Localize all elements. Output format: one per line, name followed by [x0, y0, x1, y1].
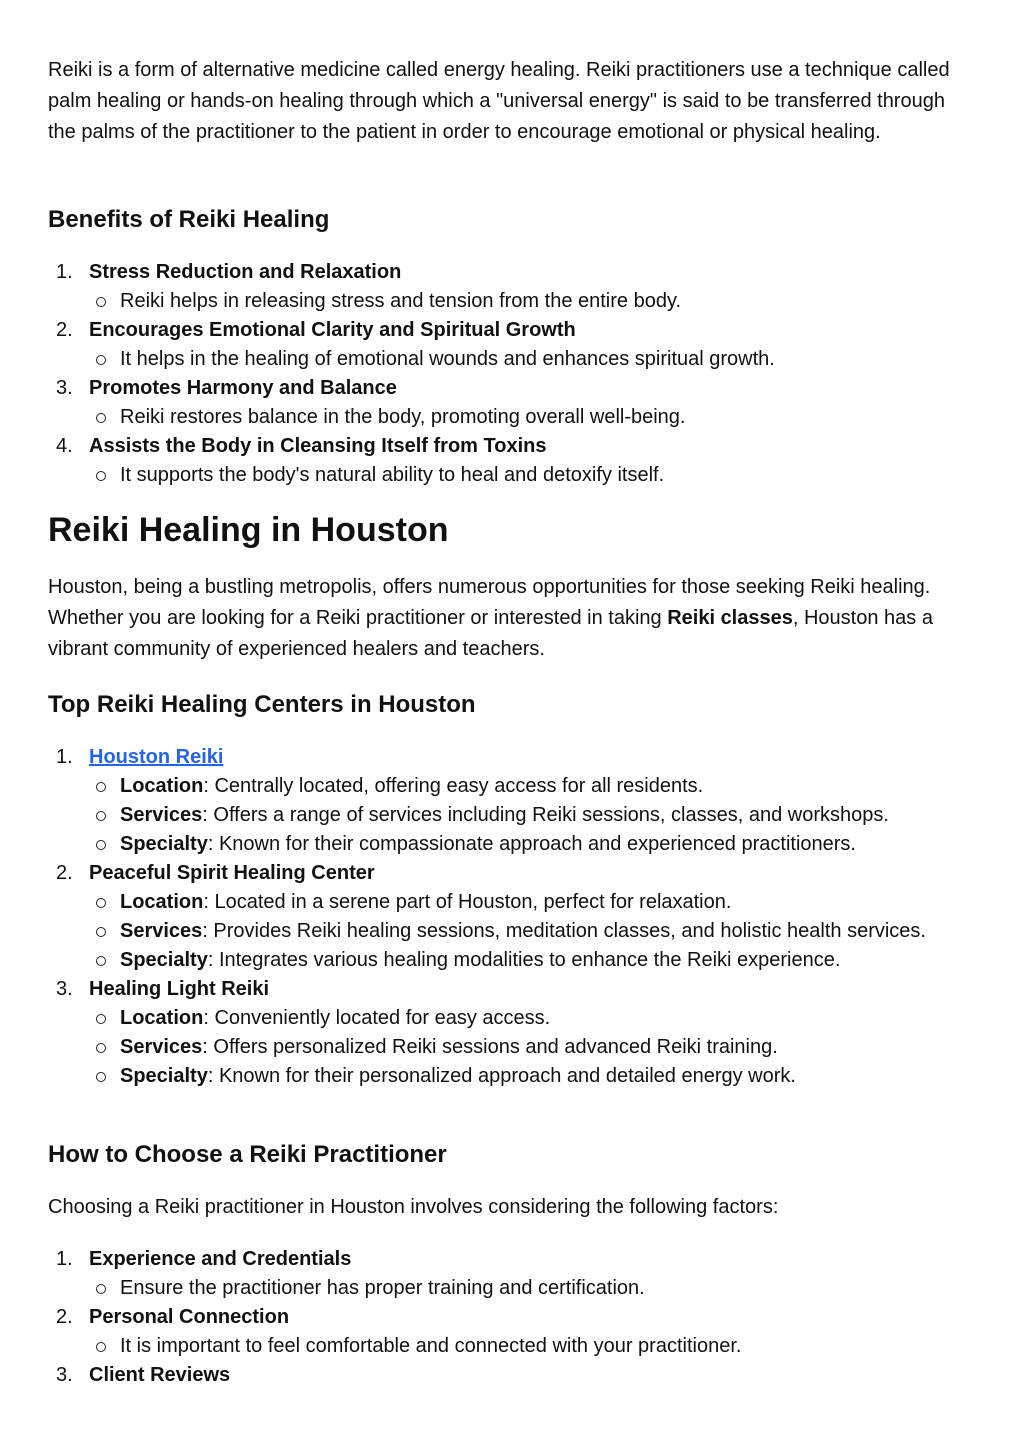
benefit-title: Encourages Emotional Clarity and Spiritual Growth [89, 319, 576, 341]
benefit-detail: It supports the body's natural ability to heal and detoxify itself. [89, 461, 968, 490]
detail-text: : Known for their compassionate approach and experienced practitioners. [207, 833, 856, 855]
reiki-classes-emphasis: Reiki classes [667, 607, 793, 629]
list-item [48, 1361, 968, 1390]
houston-text: , Houston has a vibrant community of experienced healers and teachers. [48, 607, 933, 660]
detail-text: : Conveniently located for easy access. [203, 1007, 551, 1029]
detail-label: Specialty [120, 1065, 208, 1087]
center-detail [89, 946, 968, 975]
list-number: 3. [56, 377, 73, 399]
list-item [48, 316, 968, 374]
detail-label: Location [120, 1007, 204, 1029]
list-number: 2. [56, 1306, 73, 1328]
detail-label: Services [120, 804, 203, 826]
list-number: 1. [56, 1248, 73, 1270]
factor-title: Client Reviews [89, 1364, 231, 1386]
list-item [48, 1245, 968, 1303]
center-detail [89, 1033, 968, 1062]
factor-detail: Ensure the practitioner has proper training and certification. [89, 1274, 968, 1303]
center-detail [89, 888, 968, 917]
benefit-detail: Reiki helps in releasing stress and tension from the entire body. [89, 287, 968, 316]
list-item [48, 374, 968, 432]
intro-paragraph: Reiki is a form of alternative medicine called energy healing. Reiki practitioners use a technique called palm healing or hands-on healing through which a "universal energy" is said to be transferred through the palms of the practitioner to the patient in order to encourage emotional or physical healing. [48, 59, 950, 143]
benefits-heading: Benefits of Reiki Healing [48, 206, 330, 233]
detail-label: Location [120, 891, 204, 913]
list-number: 3. [56, 1364, 73, 1386]
factor-detail: It is important to feel comfortable and connected with your practitioner. [89, 1332, 968, 1361]
choose-intro: Choosing a Reiki practitioner in Houston involves considering the following factors: [48, 1196, 779, 1218]
list-item [48, 1303, 968, 1361]
center-detail [89, 917, 968, 946]
list-item [48, 258, 968, 316]
detail-label: Services [120, 920, 203, 942]
list-item [48, 975, 968, 1091]
center-name: Peaceful Spirit Healing Center [89, 862, 375, 884]
benefit-detail: It helps in the healing of emotional wounds and enhances spiritual growth. [89, 345, 968, 374]
list-number: 4. [56, 435, 73, 457]
choose-list [48, 1245, 968, 1390]
center-detail [89, 801, 968, 830]
center-name: Healing Light Reiki [89, 978, 270, 1000]
factor-title: Experience and Credentials [89, 1248, 352, 1270]
choose-heading: How to Choose a Reiki Practitioner [48, 1141, 447, 1168]
center-detail [89, 1062, 968, 1091]
list-number: 2. [56, 862, 73, 884]
detail-text: : Known for their personalized approach and detailed energy work. [207, 1065, 796, 1087]
detail-text: : Offers a range of services including Reiki sessions, classes, and workshops. [202, 804, 889, 826]
detail-text: : Provides Reiki healing sessions, meditation classes, and holistic health services. [202, 920, 926, 942]
factor-title: Personal Connection [89, 1306, 290, 1328]
detail-text: : Offers personalized Reiki sessions and advanced Reiki training. [202, 1036, 778, 1058]
benefits-list [48, 258, 968, 490]
centers-heading: Top Reiki Healing Centers in Houston [48, 691, 476, 718]
center-detail [89, 830, 968, 859]
detail-label: Specialty [120, 833, 208, 855]
list-number: 2. [56, 319, 73, 341]
center-detail [89, 772, 968, 801]
houston-reiki-link[interactable]: Houston Reiki [89, 746, 224, 768]
center-detail [89, 1004, 968, 1033]
detail-label: Services [120, 1036, 203, 1058]
list-number: 1. [56, 746, 73, 768]
benefit-title: Promotes Harmony and Balance [89, 377, 397, 399]
centers-list [48, 743, 968, 1091]
list-number: 1. [56, 261, 73, 283]
detail-label: Specialty [120, 949, 208, 971]
benefit-title: Stress Reduction and Relaxation [89, 261, 402, 283]
detail-text: : Located in a serene part of Houston, perfect for relaxation. [203, 891, 732, 913]
benefit-detail: Reiki restores balance in the body, promoting overall well-being. [89, 403, 968, 432]
list-item [48, 859, 968, 975]
detail-text: : Integrates various healing modalities to enhance the Reiki experience. [207, 949, 841, 971]
list-number: 3. [56, 978, 73, 1000]
houston-text: Houston, being a bustling metropolis, offers numerous opportunities for those seeking Reiki healing. Whether you are looking for a Reiki practitioner or interested in taking [48, 576, 931, 629]
list-item [48, 743, 968, 859]
houston-paragraph [48, 572, 968, 665]
benefit-title: Assists the Body in Cleansing Itself from Toxins [89, 435, 547, 457]
detail-text: : Centrally located, offering easy access for all residents. [203, 775, 704, 797]
list-item [48, 432, 968, 490]
detail-label: Location [120, 775, 204, 797]
houston-heading: Reiki Healing in Houston [48, 511, 449, 549]
